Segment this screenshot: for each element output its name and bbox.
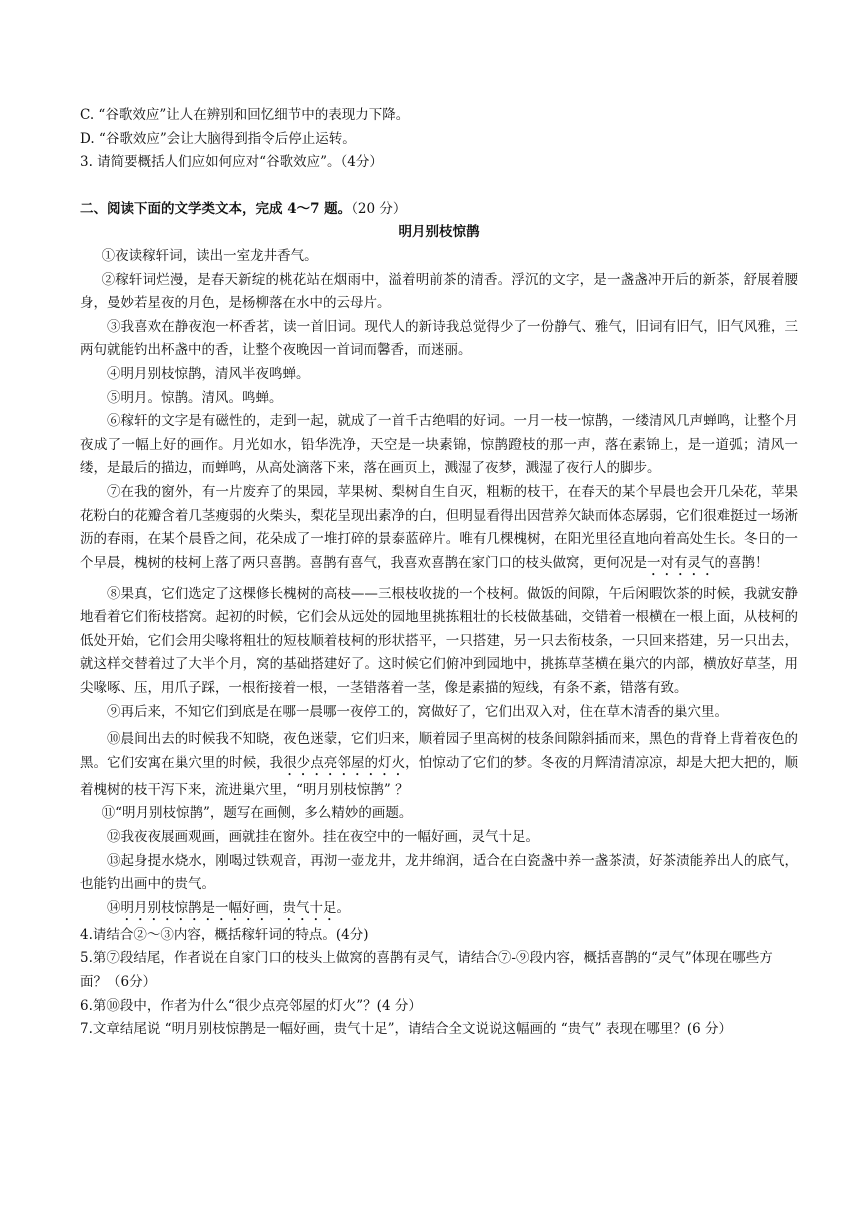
paragraph-12: ⑫我夜夜展画观画，画就挂在窗外。挂在夜空中的一幅好画，灵气十足。 bbox=[107, 829, 539, 846]
question-5: 5.第⑦段结尾，作者说在自家门口的枝头上做窝的喜鹊有灵气，请结合⑦-⑨段内容，概括喜鹊的“灵气”体现在哪些方面？（6分） bbox=[80, 950, 773, 990]
question-3: 3. 请简要概括人们应如何应对“谷歌效应”。（4分） bbox=[80, 154, 383, 171]
paragraph-9: ⑨再后来，不知它们到底是在哪一晨哪一夜停工的，窝做好了，它们出双入对，住在草木清香的巢穴里。 bbox=[107, 703, 728, 720]
passage-title: 明月别枝惊鹊 bbox=[398, 224, 480, 241]
section-heading bbox=[80, 198, 798, 222]
paragraph-7 bbox=[80, 481, 798, 579]
question-6: 6.第⑩段中，作者为什么“很少点亮邻屋的灯火”？(4 分） bbox=[80, 997, 422, 1014]
paragraph-14 bbox=[80, 897, 798, 924]
section-heading-text: 二、阅读下面的文学类文本，完成 4～7 题。 bbox=[80, 200, 352, 217]
paragraph-7-text-a: ⑦在我的窗外，有一片废弃了的果园，苹果树、梨树自生自灭，粗粝的枝干，在春天的某个早晨也会开几朵花，苹果花粉白的花瓣含着几茎瘦弱的火柴头，梨花呈现出素净的白，但明显看得出因营养欠缺而体态孱弱，它们很难挺过一场淅沥的春雨，在某个晨昏之间，花朵成了一堆打碎的景泰蓝碎片。唯有几棵槐树，在阳光里径直地向着高处生长。冬日的一个早晨，槐树的枝柯上落了两只喜鹊。喜鹊有喜气，我喜欢喜鹊在家门口的枝头做窝，更何况是 bbox=[80, 483, 798, 571]
paragraph-14-text-a: ⑭ bbox=[107, 899, 121, 916]
paragraph-2: ②稼轩词烂漫，是春天新绽的桃花站在烟雨中，溢着明前茶的清香。浮沉的文字，是一盏盏冲开后的新茶，舒展着腰身，曼妙若星夜的月色，是杨柳落在水中的云母片。 bbox=[80, 271, 798, 312]
paragraph-10 bbox=[80, 728, 798, 802]
question-7: 7.文章结尾说 “明月别枝惊鹊是一幅好画，贵气十足”，请结合全文说说这幅画的 “贵气” 表现在哪里？(6 分） bbox=[80, 1021, 733, 1038]
paragraph-10-emphasis: 很少点亮邻屋的灯火 bbox=[283, 754, 406, 771]
paragraph-11: ⑪“明月别枝惊鹊”，题写在画侧，多么精妙的画题。 bbox=[101, 805, 413, 822]
option-d: D. “谷歌效应”会让大脑得到指令后停止运转。 bbox=[80, 130, 356, 147]
paragraph-3: ③我喜欢在静夜泡一杯香茗，读一首旧词。现代人的新诗我总觉得少了一份静气、雅气，旧词有旧气，旧气风雅，三两句就能钓出杯盏中的香，让整个夜晚因一首词而馨香，而迷丽。 bbox=[80, 318, 798, 359]
paragraph-10-text-b: ，怕惊动了它们的梦。冬夜的月辉清清凉凉，却是大把大把的，顺着槐树的枝干泻下来，流进巢穴里，“明月别枝惊鹊” ？ bbox=[80, 754, 799, 798]
question-4: 4.请结合②～③内容，概括稼轩词的特点。(4分) bbox=[80, 926, 369, 943]
paragraph-10-text-a: ⑩晨间出去的时候我不知晓，夜色迷蒙，它们归来，顺着园子里高树的枝条间隙斜插而来，黑色的背脊上背着夜色的黑。它们安寓在巢穴里的时候，我 bbox=[80, 731, 798, 771]
paragraph-5: ⑤明月。惊鹊。清风。鸣蝉。 bbox=[107, 389, 283, 406]
option-c: C. “谷歌效应”让人在辨别和回忆细节中的表现力下降。 bbox=[80, 107, 410, 123]
paragraph-1: ①夜读稼轩词，读出一室龙井香气。 bbox=[101, 247, 318, 264]
paragraph-14-text-b: 。 bbox=[336, 899, 350, 916]
section-points: （20 分） bbox=[351, 200, 407, 217]
paragraph-8: ⑧果真，它们选定了这棵修长槐树的高枝——三根枝收拢的一个枝柯。做饭的间隙，午后闲暇饮茶的时候，我就安静地看着它们衔枝搭窝。起初的时候，它们会从远处的园地里挑拣粗壮的长枝做基础，交错着一根横在一根上面，从枝柯的低处开始，它们会用尖喙将粗壮的短枝顺着枝柯的形状搭平，一只搭建，另一只去衔枝条，一只回来搭建，另一只出去，就这样交替着过了大半个月，窝的基础搭建好了。这时候它们俯冲到园地中，挑拣草茎横在巢穴的内部，横放好草茎，用尖喙啄、压，用爪子踩，一根衔接着一根，一茎错落着一茎，像是素描的短线，有条不紊，错落有致。 bbox=[80, 585, 798, 697]
paragraph-14-emphasis: 明月别枝惊鹊是一幅好画，贵气十足 bbox=[120, 899, 337, 916]
paragraph-7-emphasis: 一对有灵气 bbox=[647, 554, 715, 571]
paragraph-6: ⑥稼轩的文字是有磁性的，走到一起，就成了一首千古绝唱的好词。一月一枝一惊鹊，一缕清风几声蝉鸣，让整个月夜成了一幅上好的画作。月光如水，铅华洗净，天空是一块素锦，惊鹊蹬枝的那一声，落在素锦上，是一道弧；清风一缕，是最后的描边，而蝉鸣，从高处滴落下来，落在画页上，溅湿了夜梦，溅湿了夜行人的脚步。 bbox=[80, 413, 798, 477]
paragraph-7-text-b: 的喜鹊！ bbox=[714, 554, 769, 571]
paragraph-13: ⑬起身提水烧水，刚喝过铁观音，再沏一壶龙井，龙井绵润，适合在白瓷盏中养一盏茶渍，好茶渍能养出人的底气，也能钓出画中的贵气。 bbox=[80, 852, 798, 893]
paragraph-4: ④明月别枝惊鹊，清风半夜鸣蝉。 bbox=[107, 365, 310, 382]
